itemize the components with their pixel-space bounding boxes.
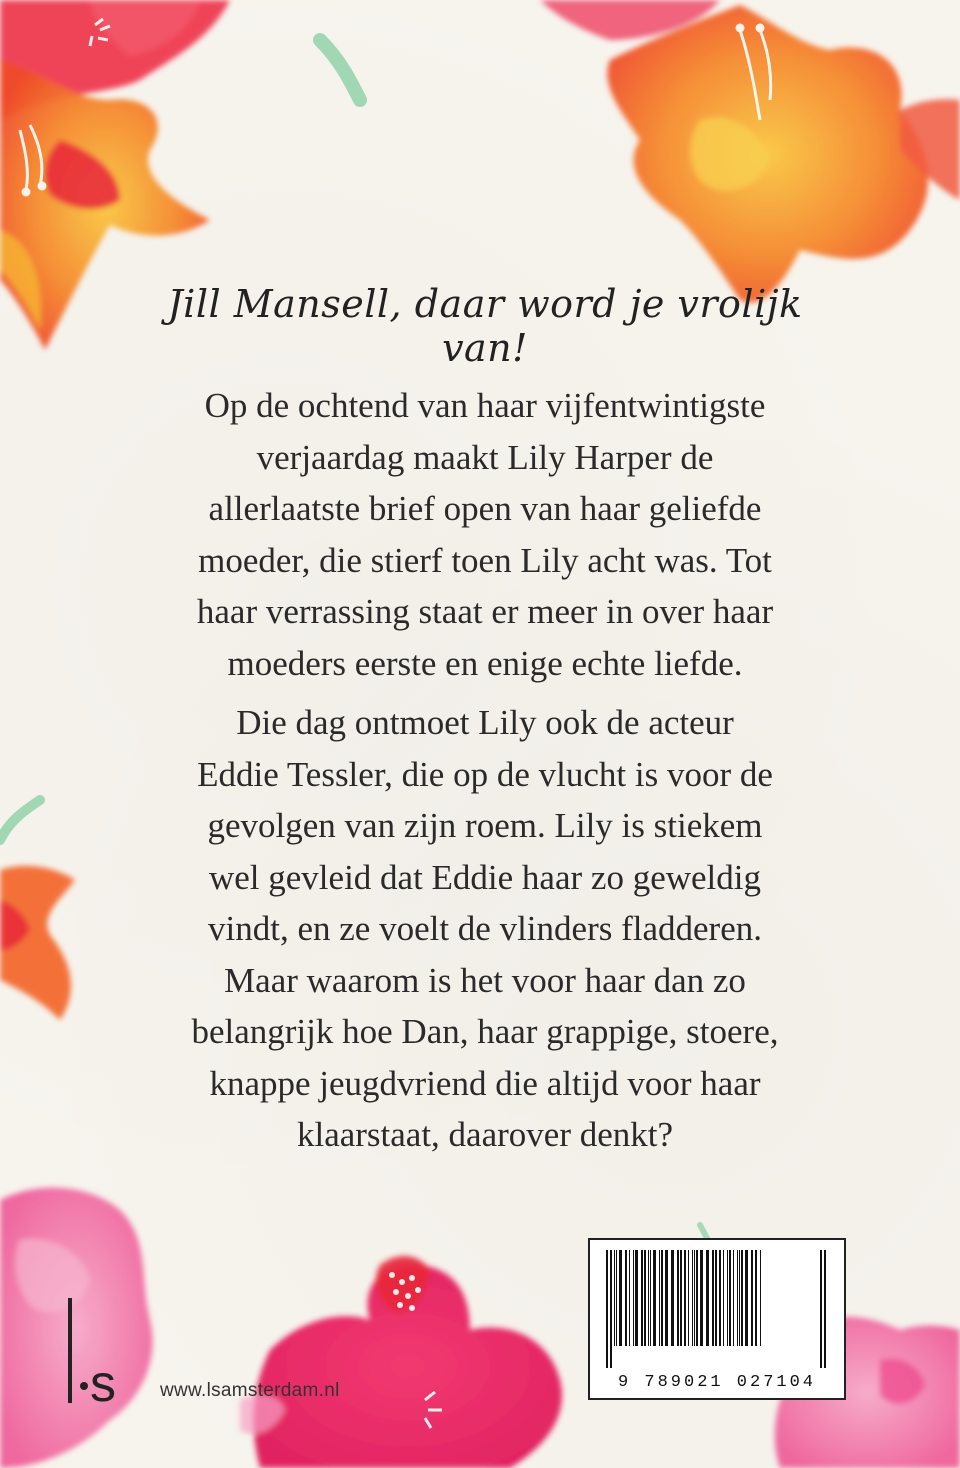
barcode-bar: [619, 1250, 622, 1346]
barcode-bar: [641, 1250, 643, 1346]
blurb-paragraph-2: [120, 697, 850, 1161]
barcode-bar: [741, 1250, 743, 1346]
barcode-bar: [671, 1250, 674, 1346]
barcode-bar: [633, 1250, 634, 1346]
logo-dot: [80, 1382, 88, 1390]
publisher-logo: [66, 1298, 146, 1413]
barcode-bar: [733, 1250, 734, 1346]
barcode-bar: [715, 1250, 717, 1346]
barcode-bar: [616, 1250, 617, 1346]
blurb-line: belangrijk hoe Dan, haar grappige, stoere,: [191, 1012, 779, 1051]
barcode-bar: [694, 1250, 695, 1346]
top-right-flowers: [540, 0, 960, 303]
barcode-bar: [625, 1250, 627, 1346]
barcode-bar: [684, 1250, 686, 1346]
barcode-bar: [644, 1250, 646, 1346]
logo-bar: [68, 1298, 72, 1403]
barcode-bars: [602, 1250, 832, 1368]
barcode-bar: [696, 1250, 698, 1346]
barcode-bar: [751, 1250, 753, 1346]
bottom-center-flower: [240, 1256, 562, 1468]
left-middle-flower: [0, 866, 75, 1020]
publisher-website: www.lsamsterdam.nl: [160, 1380, 340, 1401]
blurb-line: allerlaatste brief open van haar geliefde: [208, 489, 762, 528]
barcode-bar: [606, 1250, 608, 1368]
barcode-bar: [665, 1250, 668, 1346]
barcode-bar: [688, 1250, 689, 1346]
barcode-bar: [680, 1250, 682, 1346]
barcode-bar: [659, 1250, 660, 1346]
barcode-bar: [677, 1250, 679, 1346]
blurb-line: verjaardag maakt Lily Harper de: [256, 437, 714, 477]
blurb-line: moeders eerste en enige echte liefde.: [227, 643, 743, 683]
blurb-line: haar verrassing staat er meer in over haar: [196, 592, 774, 631]
barcode-bar: [635, 1250, 638, 1346]
blurb-line: Die dag ontmoet Lily ook de acteur: [236, 703, 734, 742]
tagline: Jill Mansell, daar word je vrolijk van!: [167, 282, 803, 370]
barcode-bar: [700, 1250, 703, 1346]
blurb-paragraph-1: [120, 380, 850, 689]
barcode-bar: [723, 1250, 724, 1346]
blurb-line: wel gevleid dat Eddie haar zo geweldig: [208, 857, 761, 897]
isbn-number: 9 789021 027104: [617, 1373, 817, 1392]
barcode-bar: [648, 1250, 649, 1346]
barcode-bar: [692, 1250, 693, 1346]
barcode-bar: [745, 1250, 748, 1346]
barcode-bar: [820, 1250, 822, 1368]
blurb-line: Op de ochtend van haar vijfentwintigste: [204, 386, 766, 425]
blurb-line: klaarstaat, daarover denkt?: [296, 1115, 674, 1154]
barcode-bar: [629, 1250, 630, 1346]
blurb-line: knappe jeugdvriend die altijd voor haar: [209, 1063, 761, 1103]
barcode-bar: [614, 1250, 615, 1346]
barcode-bar: [739, 1250, 740, 1346]
barcode-bar: [737, 1250, 738, 1346]
barcode-bar: [661, 1250, 663, 1346]
barcode: [588, 1238, 846, 1400]
blurb-line: Eddie Tessler, die op de vlucht is voor de: [197, 754, 773, 794]
barcode-bar: [755, 1250, 757, 1346]
logo-s: s: [90, 1355, 116, 1413]
barcode-bar: [824, 1250, 826, 1368]
left-leaf: [0, 800, 40, 840]
blurb-line: gevolgen van zijn roem. Lily is stiekem: [207, 806, 763, 845]
barcode-bar: [712, 1250, 714, 1346]
barcode-bar: [760, 1250, 761, 1346]
barcode-bar: [719, 1250, 721, 1346]
blurb-line: moeder, die stierf toen Lily acht was. Tot: [198, 540, 772, 580]
top-leaf: [320, 40, 360, 100]
barcode-bar: [706, 1250, 709, 1346]
barcode-bar: [650, 1250, 651, 1346]
barcode-bar: [610, 1250, 612, 1368]
barcode-bar: [729, 1250, 731, 1346]
blurb-line: vindt, en ze voelt de vlinders fladderen.: [208, 909, 762, 948]
blurb-line: Maar waarom is het voor haar dan zo: [224, 960, 746, 1000]
barcode-bar: [727, 1250, 728, 1346]
barcode-bar: [653, 1250, 656, 1346]
